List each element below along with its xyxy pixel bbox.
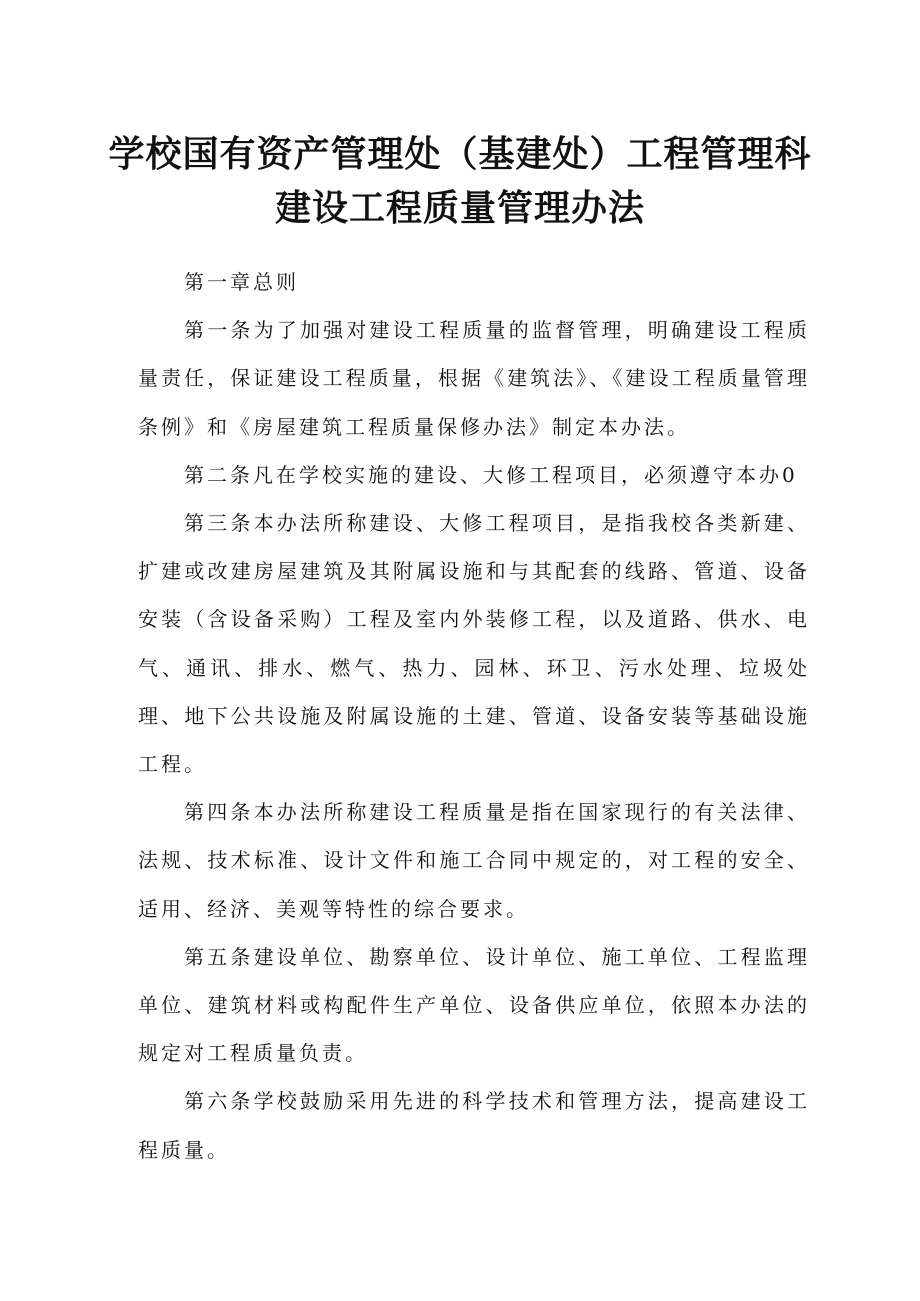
article-1: 第一条为了加强对建设工程质量的监督管理，明确建设工程质量责任，保证建设工程质量，根据《建筑法》、《建设工程质量管理条例》和《房屋建筑工程质量保修办法》制定本办法。 bbox=[138, 318, 810, 439]
document-title-line-1: 学校国有资产管理处（基建处）工程管理科 bbox=[108, 134, 812, 175]
article-3: 第三条本办法所称建设、大修工程项目，是指我校各类新建、扩建或改建房屋建筑及其附属设施和与其配套的线路、管道、设备安装（含设备采购）工程及室内外装修工程，以及道路、供水、电气、通讯、排水、燃气、热力、园林、环卫、污水处理、垃圾处理、地下公共设施及附属设施的土建、管道、设备安装等基础设施工程。 bbox=[138, 511, 810, 777]
article-4: 第四条本办法所称建设工程质量是指在国家现行的有关法律、法规、技术标准、设计文件和施工合同中规定的，对工程的安全、适用、经济、美观等特性的综合要求。 bbox=[138, 800, 810, 921]
chapter-heading: 第一章总则 bbox=[184, 270, 299, 294]
article-2: 第二条凡在学校实施的建设、大修工程项目，必须遵守本办0 bbox=[184, 462, 798, 487]
document-body bbox=[138, 258, 810, 1174]
document-title-line-2: 建设工程质量管理办法 bbox=[274, 188, 645, 229]
article-6: 第六条学校鼓励采用先进的科学技术和管理方法，提高建设工程质量。 bbox=[138, 1089, 810, 1162]
article-5: 第五条建设单位、勘察单位、设计单位、施工单位、工程监理单位、建筑材料或构配件生产单位、设备供应单位，依照本办法的规定对工程质量负责。 bbox=[138, 944, 810, 1066]
